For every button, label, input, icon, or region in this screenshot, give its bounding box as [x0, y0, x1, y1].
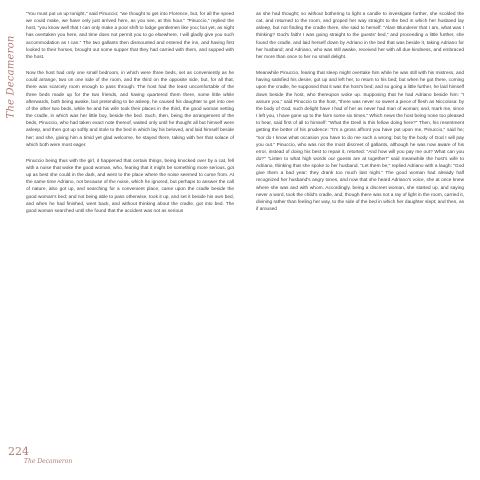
paragraph: "You must put us up tonight," said Pinuccio; "we thought to get into Florence, but, for all the speed we could make, we have only just arrived here, as you see, at this hour." "Pinuccio," replied the host, "you know well that I can only make a poor shift to lodge gentlemen like you; but yet, as night has overtaken you here, and time does not permit you to go elsewhere, I will gladly give you such accommodation as I can." The two gallants then dismounted and entered the inn, and having first looked to their horses, brought out some supper that they had carried with them, and supped with the host. — [26, 12, 234, 60]
running-title-text: The Decameron — [5, 35, 17, 119]
right-column — [256, 11, 464, 222]
paragraph: as she had thought; so without bothering to light a candle to investigate further, she scolded the cat, and returned to the room, and groped her way straight to the bed in which her husband lay asleep, but not finding the cradle there, she said to herself: "Alas! Blunderer that I am, what was I thinking? God's faith! I was going straight to the guests' bed," and proceeding a little further, she found the cradle, and laid herself down by Adriano in the bed that was beside it, taking Adriano for her husband; and Adriano, who was still awake, received her with all due kindness, and embraced her more than once to her no small delight. — [256, 12, 464, 60]
left-column — [26, 11, 234, 224]
page-number: 224 — [8, 445, 29, 458]
paragraph: Now the host had only one small bedroom, in which were three beds, set as conveniently as he could arrange, two on one side of the room, and the third on the opposite side, but, for all that, there was scarcely room enough to pass through. The host had the least uncomfortable of the three beds made up for the two friends, and having quartered them there, some little while afterwards, both being awake, but pretending to be asleep, he caused his daughter to get into one of the other two beds, while he and his wife took their places in the third, the good woman setting the cradle, in which was her little boy, beside the bed. Such, then, being the arrangement of the beds, Pinuccio, who had taken exact note thereof, waited only until he thought all but himself were asleep, and then got up softly and stole to the bed in which lay his beloved, and laid himself beside her; and she, giving him a timid yet glad welcome, he stayed there, taking with her that solace of which both were most eager. — [26, 71, 234, 148]
paragraph: Meanwhile Pinuccio, fearing that sleep might overtake him while he was still with his mistress, and having satisfied his desire, got up and left her, to return to his bed; but when he got there, coming upon the cradle, he supposed that it was the host's bed; and so going a little further, he laid himself down beside the host, who thereupon woke up. Supposing that he had Adriano beside him: "I assure you," said Pinuccio to the host, "there was never so sweet a piece of flesh as Niccolosa: by the body of God, such delight have I had of her as never had man of woman; and, mark me, since I left you, I have gone up to the farm some six times." Which news the host being none too pleased to hear, said first of all to himself: "What the Devil is this fellow doing here?" Then, his resentment getting the better of his prudence: "It's a gross affront you have put upon me, Pinuccio," said he; "nor do I know what occasion you have to do me such a wrong; but by the body of God I will pay you out." Pinuccio, who was not the most discreet of gallants, although he was now aware of his error, instead of doing his best to repair it, retorted: "And how will you pay me out? What can you do?" "Listen to what high words our guests are at together!" said meanwhile the host's wife to Adriano, thinking that she spoke to her husband. "Let them be," replied Adriano with a laugh: "God give them a bad year: they drank too much last night." The good woman had already half recognized her husband's angry tones, and now that she heard Adriano's voice, she at once knew where she was and with whom. Accordingly, being a discreet woman, she started up, and saying never a word, took the child's cradle, and, though there was not a ray of light in the room, carried it, divining rather than feeling her way, to the side of the bed in which her daughter slept; and then, as if aroused — [256, 71, 464, 213]
running-title — [2, 22, 20, 132]
paragraph: Pinuccio being thus with the girl, it happened that certain things, being knocked over by a cat, fell with a noise that woke the good woman, who, fearing that it might be something more serious, got up as best she could in the dark, and went to the place where the noise seemed to come from. At the same time Adriano, not because of the noise, which he ignored, but perhaps to answer the call of nature, also got up, and searching for a convenient place, came upon the cradle beside the good woman's bed; and not being able to pass otherwise, took it up, and set it beside his own bed, and when he had finished, went back, and without thinking about the cradle, got into bed. The good woman searched until she found that the accident was not as serious — [26, 158, 234, 214]
footer-title: The Decameron — [24, 458, 73, 465]
